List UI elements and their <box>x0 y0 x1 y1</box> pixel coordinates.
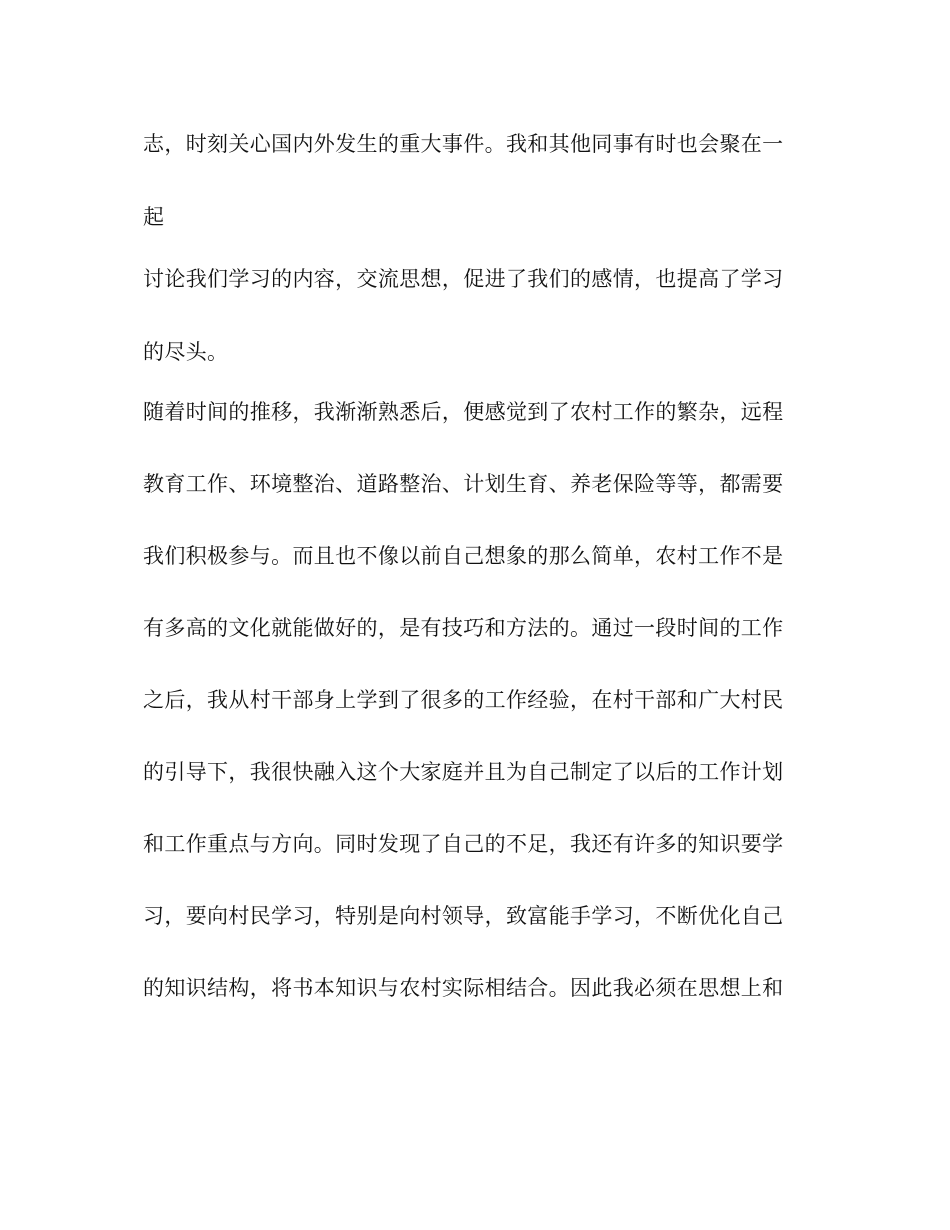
text-line: 之后，我从村干部身上学到了很多的工作经验，在村干部和广大村民 <box>143 688 784 712</box>
text-line: 有多高的文化就能做好的，是有技巧和方法的。通过一段时间的工作 <box>143 616 784 640</box>
text-line: 讨论我们学习的内容，交流思想，促进了我们的感情，也提高了学习 <box>143 267 784 291</box>
text-line: 起 <box>143 205 165 229</box>
text-line: 习，要向村民学习，特别是向村领导，致富能手学习，不断优化自己 <box>143 904 784 928</box>
text-line: 教育工作、环境整治、道路整治、计划生育、养老保险等等，都需要 <box>143 472 784 496</box>
text-line: 我们积极参与。而且也不像以前自己想象的那么简单，农村工作不是 <box>143 544 784 568</box>
text-line: 的知识结构，将书本知识与农村实际相结合。因此我必须在思想上和 <box>143 976 784 1000</box>
text-line: 随着时间的推移，我渐渐熟悉后，便感觉到了农村工作的繁杂，远程 <box>143 400 784 424</box>
text-line: 和工作重点与方向。同时发现了自己的不足，我还有许多的知识要学 <box>143 832 784 856</box>
text-line: 志，时刻关心国内外发生的重大事件。我和其他同事有时也会聚在一 <box>143 132 784 156</box>
text-line: 的尽头。 <box>143 340 229 364</box>
text-line: 的引导下，我很快融入这个大家庭并且为自己制定了以后的工作计划 <box>143 760 784 784</box>
